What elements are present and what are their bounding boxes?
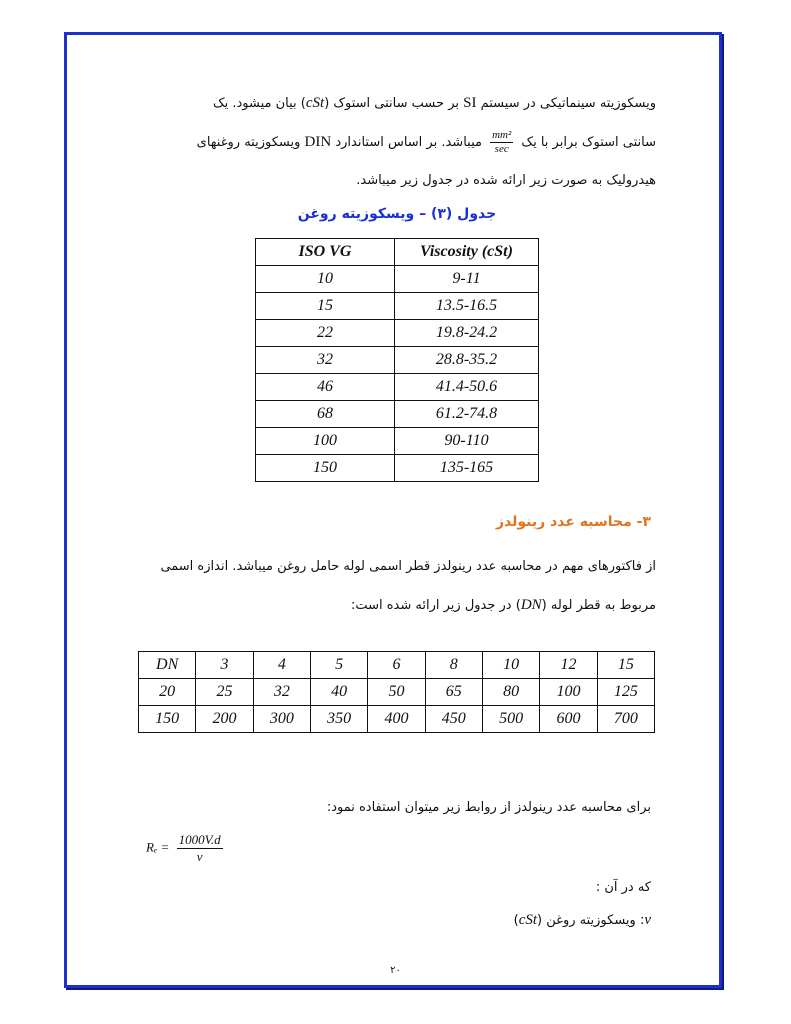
table-cell: 22 [256, 320, 395, 347]
reynolds-formula [146, 832, 227, 865]
table-cell: 46 [256, 374, 395, 401]
table-cell: 500 [482, 706, 539, 733]
table-cell: 90-110 [395, 428, 539, 455]
table-row [256, 374, 539, 401]
table-cell: 40 [310, 679, 367, 706]
page-number: ۲۰ [390, 965, 401, 976]
table-cell: 10 [256, 266, 395, 293]
table-cell: 32 [253, 679, 310, 706]
table-cell: 3 [196, 652, 253, 679]
formula-fraction [177, 832, 223, 865]
table-cell: 100 [540, 679, 597, 706]
table-cell: 61.2-74.8 [395, 401, 539, 428]
table-cell: 300 [253, 706, 310, 733]
table-caption: جدول (۳) – ویسکوزیته روغن [297, 206, 497, 222]
paragraph-line: سانتی استوک برابر با یک $\frac{\text{mm²}}{\sec}$ میباشد. بر اساس استاندارد DIN ویسکوزیته روغنهای [196, 129, 656, 155]
paragraph-line: مربوط به قطر لوله (DN) در جدول زیر ارائه شده است: [350, 597, 656, 613]
table-cell: 9-11 [395, 266, 539, 293]
table-row [139, 679, 655, 706]
table-cell: 450 [425, 706, 482, 733]
table-cell: 350 [310, 706, 367, 733]
header-iso-vg: ISO VG [256, 239, 395, 266]
formula-denominator: ν [196, 849, 203, 864]
table-cell: 8 [425, 652, 482, 679]
table-cell: 13.5-16.5 [395, 293, 539, 320]
paragraph-reynolds-intro [136, 548, 656, 625]
table-row [139, 706, 655, 733]
section-heading: ۳- محاسبه عدد رینولدز [495, 514, 651, 530]
formula-lhs: Rₑ = [146, 839, 170, 855]
table-cell: 32 [256, 347, 395, 374]
nu-symbol: ν [644, 912, 651, 928]
paragraph-where: که در آن : [595, 880, 651, 895]
table-row [256, 401, 539, 428]
table-cell: DN [139, 652, 196, 679]
table-row [256, 320, 539, 347]
table-row [256, 266, 539, 293]
table-cell: 600 [540, 706, 597, 733]
table-row [139, 652, 655, 679]
header-viscosity: Viscosity (cSt) [395, 239, 539, 266]
table-cell: 15 [597, 652, 654, 679]
table-cell: 6 [368, 652, 425, 679]
definition-viscosity: ν: ویسکوزیته روغن (cSt) [513, 912, 651, 928]
table-cell: 19.8-24.2 [395, 320, 539, 347]
table-cell: 135-165 [395, 455, 539, 482]
table-header-row [256, 239, 539, 266]
table-cell: 41.4-50.6 [395, 374, 539, 401]
table-cell: 10 [482, 652, 539, 679]
dn-term: DN [520, 597, 542, 613]
table-cell: 80 [482, 679, 539, 706]
table-cell: 400 [368, 706, 425, 733]
paragraph-line: هیدرولیک به صورت زیر ارائه شده در جدول زیر میباشد. [356, 173, 656, 188]
unit-fraction: $\frac{\text{mm²}}{\sec}$ [492, 129, 512, 155]
paragraph-line: ویسکوزیته سینماتیکی در سیستم SI بر حسب سانتی استوک (cSt) بیان میشود. یک [212, 95, 656, 111]
table-row [256, 293, 539, 320]
table-cell: 5 [310, 652, 367, 679]
table-cell: 28.8-35.2 [395, 347, 539, 374]
table-cell: 100 [256, 428, 395, 455]
table-cell: 68 [256, 401, 395, 428]
table-cell: 25 [196, 679, 253, 706]
table-cell: 20 [139, 679, 196, 706]
cst-unit: cSt [518, 912, 538, 928]
table-cell: 50 [368, 679, 425, 706]
formula-numerator: 1000V.d [178, 832, 221, 847]
table-cell: 15 [256, 293, 395, 320]
paragraph-formula-intro: برای محاسبه عدد رینولدز از روابط زیر میتوان استفاده نمود: [326, 800, 651, 815]
table-cell: 125 [597, 679, 654, 706]
table-row [256, 347, 539, 374]
paragraph-line: از فاکتورهای مهم در محاسبه عدد رینولدز قطر اسمی لوله حامل روغن میباشد. اندازه اسمی [160, 559, 656, 574]
table-row [256, 455, 539, 482]
table-cell: 4 [253, 652, 310, 679]
nominal-diameter-table [138, 651, 655, 733]
table-row [256, 428, 539, 455]
si-term: SI [463, 95, 477, 111]
cst-unit: cSt [305, 95, 325, 111]
table-cell: 150 [256, 455, 395, 482]
table-cell: 150 [139, 706, 196, 733]
viscosity-table [255, 238, 539, 482]
table-cell: 700 [597, 706, 654, 733]
table-cell: 200 [196, 706, 253, 733]
din-term: DIN [304, 134, 332, 150]
table-cell: 12 [540, 652, 597, 679]
table-cell: 65 [425, 679, 482, 706]
paragraph-viscosity-intro [136, 84, 656, 200]
